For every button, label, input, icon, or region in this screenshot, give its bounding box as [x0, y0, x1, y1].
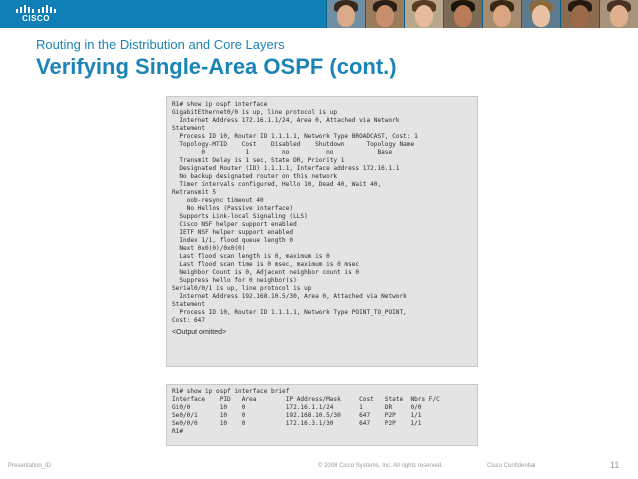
terminal-line: No backup designated router on this network: [172, 173, 338, 180]
cisco-logo: [8, 3, 64, 25]
terminal-line: Retransmit 5: [172, 189, 217, 196]
header-photo: [599, 0, 638, 28]
terminal-line: GigabitEthernet0/0 is up, line protocol is up: [172, 109, 338, 116]
terminal-line: Serial0/0/1 is up, line protocol is up: [172, 285, 312, 292]
terminal-line: Topology-MTID Cost Disabled Shutdown Topology Name: [172, 141, 415, 148]
terminal-line: Supports Link-local Signaling (LLS): [172, 213, 308, 220]
terminal-line: Gi0/0 10 0 172.16.1.1/24 1 DR 0/0: [172, 404, 422, 411]
header-photo: [443, 0, 482, 28]
terminal-line: Next 0x0(0)/0x0(0): [172, 245, 246, 252]
terminal-line: R1# show ip ospf interface: [172, 101, 268, 108]
header-photo: [482, 0, 521, 28]
header-bar: [0, 0, 638, 28]
terminal-line: Statement: [172, 301, 206, 308]
terminal-line: oob-resync timeout 40: [172, 197, 264, 204]
terminal-line: Neighbor Count is 0, Adjacent neighbor count is 0: [172, 269, 360, 276]
terminal-line: Interface PID Area IP Address/Mask Cost State Nbrs F/C: [172, 396, 440, 403]
page-title: Verifying Single-Area OSPF (cont.): [36, 54, 397, 79]
terminal-line: Process ID 10, Router ID 1.1.1.1, Network Type POINT_TO_POINT,: [172, 309, 407, 316]
footer-copyright: © 2008 Cisco Systems, Inc. All rights reserved.: [318, 463, 443, 469]
terminal-line: Statement: [172, 125, 206, 132]
cisco-bridge-icon: [8, 3, 64, 14]
terminal-line: Cisco NSF helper support enabled: [172, 221, 297, 228]
header-photo: [404, 0, 443, 28]
terminal-output-ospf-interface: [166, 96, 478, 367]
terminal-line: No Hellos (Passive interface): [172, 205, 294, 212]
header-photos: [326, 0, 638, 28]
terminal-line: Internet Address 192.168.10.5/30, Area 0, Attached via Network: [172, 293, 407, 300]
page-number: 11: [610, 460, 620, 470]
footer-presentation-id: Presentation_ID: [8, 463, 52, 469]
terminal-line: Suppress hello for 0 neighbor(s): [172, 277, 297, 284]
terminal-output-ospf-interface-brief: [166, 384, 478, 446]
terminal-line: Last flood scan time is 0 msec, maximum is 0 msec: [172, 261, 360, 268]
header-photo: [326, 0, 365, 28]
terminal-line: Transmit Delay is 1 sec, State DR, Priority 1: [172, 157, 345, 164]
header-photo: [365, 0, 404, 28]
terminal-line: IETF NSF helper support enabled: [172, 229, 294, 236]
footer-confidential: Cisco Confidential: [487, 463, 536, 469]
header-photo: [521, 0, 560, 28]
terminal-line: Designated Router (ID) 1.1.1.1, Interface address 172.16.1.1: [172, 165, 400, 172]
terminal-line: Last flood scan length is 0, maximum is 0: [172, 253, 330, 260]
terminal-line: Se0/0/1 10 0 192.168.10.5/30 647 P2P 1/1: [172, 412, 422, 419]
terminal-line: R1# show ip ospf interface brief: [172, 388, 290, 395]
terminal-line: Internet Address 172.16.1.1/24, Area 0, Attached via Network: [172, 117, 400, 124]
logo-text: CISCO: [22, 14, 50, 23]
terminal-line: Se0/0/0 10 0 172.16.3.1/30 647 P2P 1/1: [172, 420, 422, 427]
terminal-line: 0 1 no no Base: [172, 149, 393, 156]
section-title: Routing in the Distribution and Core Layers: [36, 37, 285, 52]
terminal-line: Cost: 647: [172, 317, 206, 324]
terminal-line: Process ID 10, Router ID 1.1.1.1, Network Type BROADCAST, Cost: 1: [172, 133, 418, 140]
output-omitted-note: <Output omitted>: [172, 329, 227, 336]
header-photo: [560, 0, 599, 28]
terminal-line: Index 1/1, flood queue length 0: [172, 237, 294, 244]
terminal-line: Timer intervals configured, Hello 10, Dead 40, Wait 40,: [172, 181, 382, 188]
terminal-line: R1#: [172, 428, 184, 435]
